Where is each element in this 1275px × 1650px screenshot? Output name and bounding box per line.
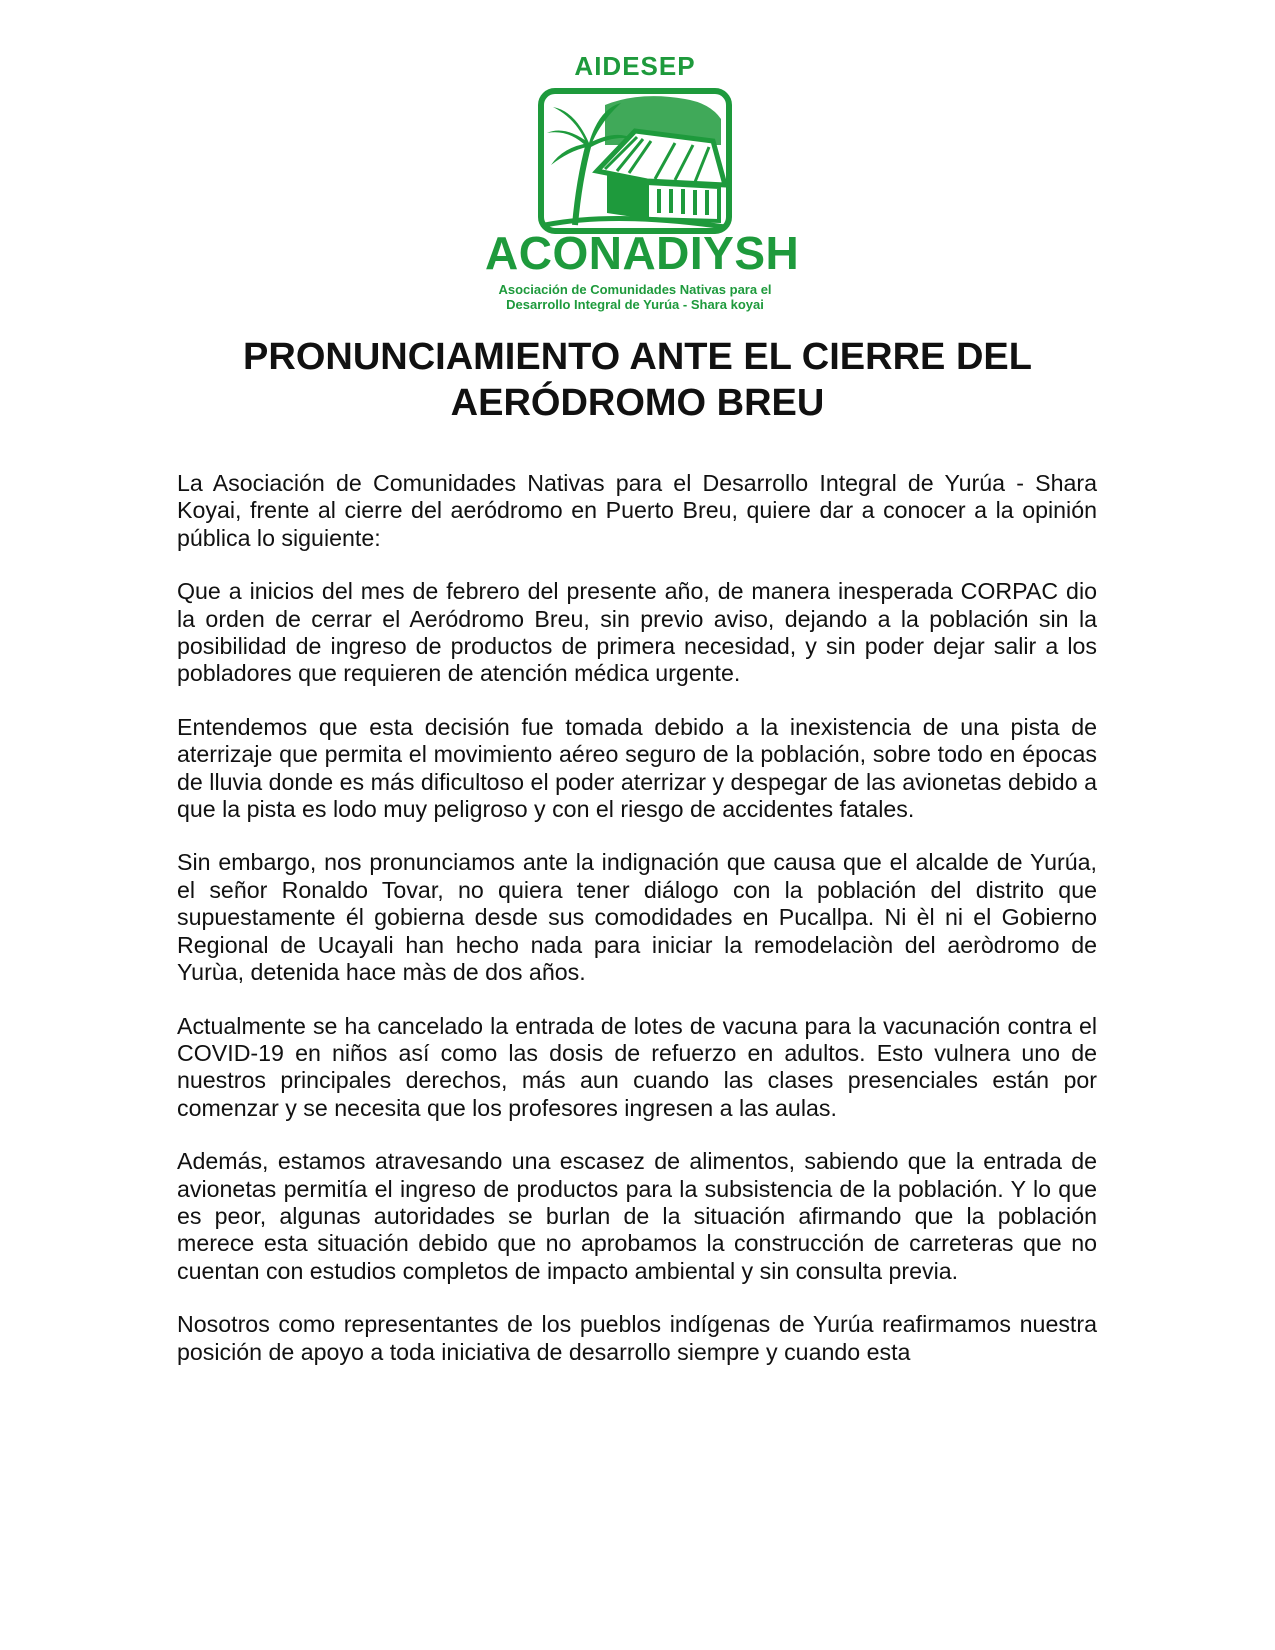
organization-logo <box>485 51 800 312</box>
document-title: PRONUNCIAMIENTO ANTE EL CIERRE DEL AERÓDROMO BREU <box>243 336 1032 424</box>
paragraph: Sin embargo, nos pronunciamos ante la indignación que causa que el alcalde de Yurúa, el señor Ronaldo Tovar, no quiera tener diálogo con la población del distrito que supuestamente él gobierna desde sus comodidades en Pucallpa. Ni èl ni el Gobierno Regional de Ucayali han hecho nada para iniciar la remodelaciòn del aeròdromo de Yurùa, detenida hace màs de dos años. <box>177 849 1097 986</box>
paragraph: Además, estamos atravesando una escasez de alimentos, sabiendo que la entrada de avionetas permitía el ingreso de productos para la subsistencia de la población. Y lo que es peor, algunas autoridades se burlan de la situación afirmando que la población merece esta situación debido que no aprobamos la construcción de carreteras que no cuentan con estudios completos de impacto ambiental y sin consulta previa. <box>177 1148 1097 1284</box>
logo-subtitle-line: Desarrollo Integral de Yurúa - Shara koyai <box>506 297 764 312</box>
logo-subtitle-line: Asociación de Comunidades Nativas para el <box>498 282 772 297</box>
logo-name: ACONADIYSH <box>485 227 800 279</box>
logo-subtitle <box>485 282 785 312</box>
paragraph: La Asociación de Comunidades Nativas para el Desarrollo Integral de Yurúa - Shara Koyai, frente al cierre del aeródromo en Puerto Breu, quiere dar a conocer a la opinión pública lo siguiente: <box>177 470 1097 551</box>
paragraph: Nosotros como representantes de los pueblos indígenas de Yurúa reafirmamos nuestra posición de apoyo a toda iniciativa de desarrollo siempre y cuando esta <box>177 1311 1097 1365</box>
logo-org-top: AIDESEP <box>574 51 696 81</box>
paragraph: Entendemos que esta decisión fue tomada debido a la inexistencia de una pista de aterrizaje que permita el movimiento aéreo seguro de la población, sobre todo en épocas de lluvia donde es más dificultoso el poder aterrizar y despegar de las avionetas debido a que la pista es lodo muy peligroso y con el riesgo de accidentes fatales. <box>177 713 1097 823</box>
paragraph: Actualmente se ha cancelado la entrada de lotes de vacuna para la vacunación contra el COVID-19 en niños así como las dosis de refuerzo en adultos. Esto vulnera uno de nuestros principales derechos, más aun cuando las clases presenciales están por comenzar y se necesita que los profesores ingresen a las aulas. <box>177 1012 1097 1121</box>
paragraph: Que a inicios del mes de febrero del presente año, de manera inesperada CORPAC dio la orden de cerrar el Aeródromo Breu, sin previo aviso, dejando a la población sin la posibilidad de ingreso de productos de primera necesidad, y sin poder dejar salir a los pobladores que requieren de atención médica urgente. <box>177 578 1097 687</box>
logo-palm-trunk <box>575 143 589 225</box>
document-body <box>177 470 1097 1392</box>
